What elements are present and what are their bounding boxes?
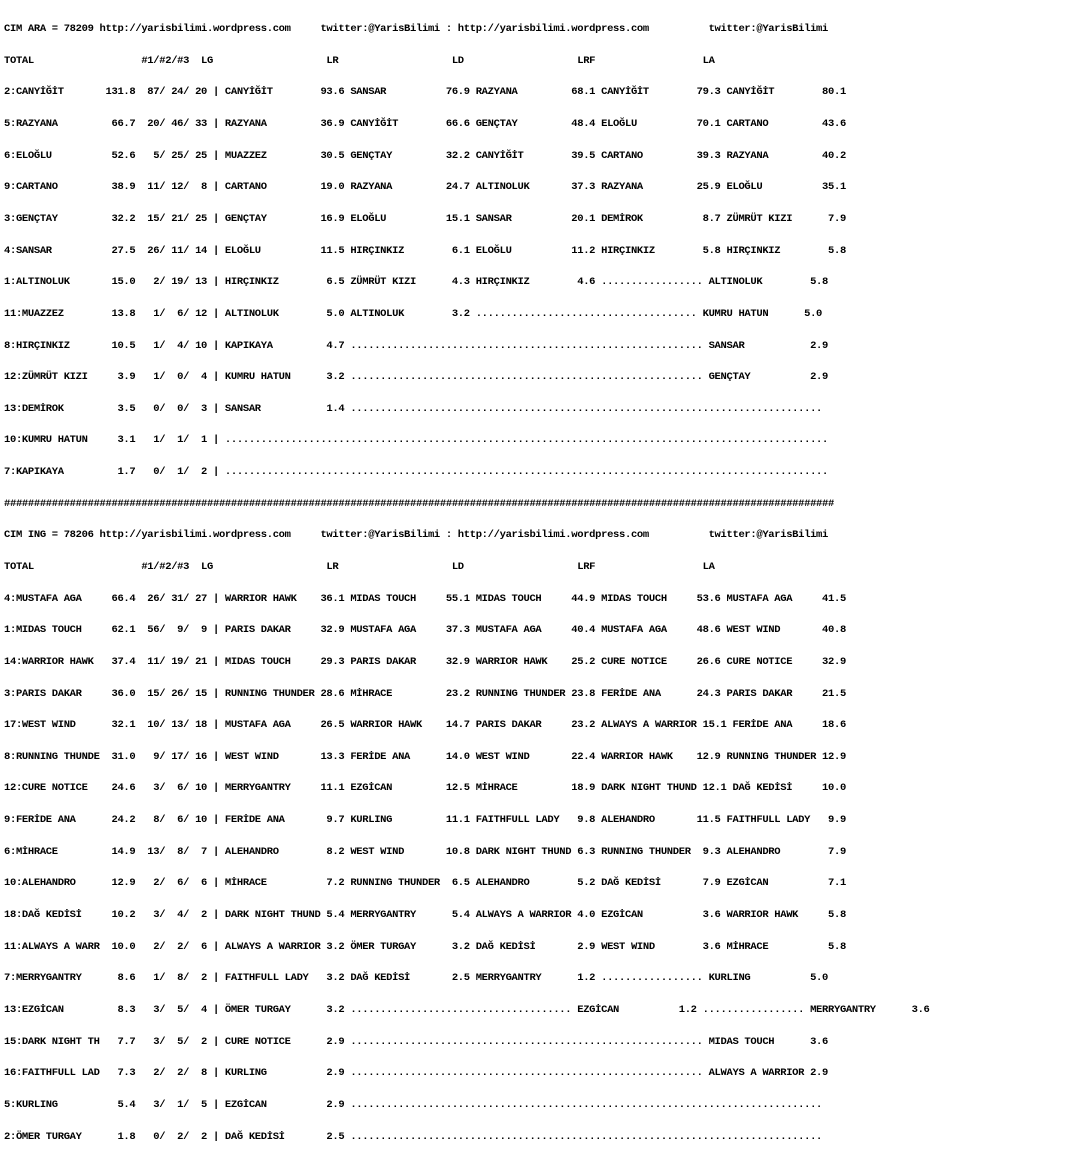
report-separator: ########################################################################################################################################### xyxy=(4,497,834,510)
report-line-ara-row: 13:DEMİROK 3.5 0/ 0/ 3 | SANSAR 1.4 ............................................................................... xyxy=(4,402,823,415)
report-line-ara-row: 8:HIRÇINKIZ 10.5 1/ 4/ 10 | KAPIKAYA 4.7 ........................................................... SANSAR 2.9 xyxy=(4,339,829,352)
report-line-ing-row: 10:ALEHANDRO 12.9 2/ 6/ 6 | MİHRACE 7.2 RUNNING THUNDER 6.5 ALEHANDRO 5.2 DAĞ KEDİSİ 7.9 EZGİCAN 7.1 xyxy=(4,877,846,890)
report-line-ara-row: 11:MUAZZEZ 13.8 1/ 6/ 12 | ALTINOLUK 5.0 ALTINOLUK 3.2 ..................................... KUMRU HATUN 5.0 xyxy=(4,307,823,320)
report-line-ing-row: 6:MİHRACE 14.9 13/ 8/ 7 | ALEHANDRO 8.2 WEST WIND 10.8 DARK NIGHT THUND 6.3 RUNNING THUNDER 9.3 ALEHANDRO 7.9 xyxy=(4,845,846,858)
report-line-ara-row: 3:GENÇTAY 32.2 15/ 21/ 25 | GENÇTAY 16.9 ELOĞLU 15.1 SANSAR 20.1 DEMİROK 8.7 ZÜMRÜT KIZI 7.9 xyxy=(4,212,846,225)
report-line-ara-row: 10:KUMRU HATUN 3.1 1/ 1/ 1 | ..................................................................................................... xyxy=(4,434,829,447)
report-line-ing-row: 5:KURLING 5.4 3/ 1/ 5 | EZGİCAN 2.9 ............................................................................... xyxy=(4,1098,823,1111)
report-line-ara-row: 7:KAPIKAYA 1.7 0/ 1/ 2 | ..................................................................................................... xyxy=(4,466,829,479)
report-line-ing-row: 16:FAITHFULL LAD 7.3 2/ 2/ 8 | KURLING 2.9 ........................................................... ALWAYS A WARRIOR 2.9 xyxy=(4,1067,829,1080)
report-line-ing-row: 3:PARIS DAKAR 36.0 15/ 26/ 15 | RUNNING THUNDER 28.6 MİHRACE 23.2 RUNNING THUNDER 23.8 FERİDE ANA 24.3 PARIS DAKAR 21.5 xyxy=(4,687,846,700)
report-line-ing-row: 8:RUNNING THUNDE 31.0 9/ 17/ 16 | WEST WIND 13.3 FERİDE ANA 14.0 WEST WIND 22.4 WARRIOR HAWK 12.9 RUNNING THUNDER 12.9 xyxy=(4,750,846,763)
report-line-ing-row: 14:WARRIOR HAWK 37.4 11/ 19/ 21 | MIDAS TOUCH 29.3 PARIS DAKAR 32.9 WARRIOR HAWK 25.2 CURE NOTICE 26.6 CURE NOTICE 32.9 xyxy=(4,655,846,668)
report-line-ing-row: 2:ÖMER TURGAY 1.8 0/ 2/ 2 | DAĞ KEDİSİ 2.5 ............................................................................... xyxy=(4,1130,823,1143)
report-line-ara-row: 1:ALTINOLUK 15.0 2/ 19/ 13 | HIRÇINKIZ 6.5 ZÜMRÜT KIZI 4.3 HIRÇINKIZ 4.6 ................. ALTINOLUK 5.8 xyxy=(4,276,829,289)
report-line-ing-row: 17:WEST WIND 32.1 10/ 13/ 18 | MUSTAFA AGA 26.5 WARRIOR HAWK 14.7 PARIS DAKAR 23.2 ALWAYS A WARRIOR 15.1 FERİDE ANA 18.6 xyxy=(4,719,846,732)
report-line-ing-row: 7:MERRYGANTRY 8.6 1/ 8/ 2 | FAITHFULL LADY 3.2 DAĞ KEDİSİ 2.5 MERRYGANTRY 1.2 ................. KURLING 5.0 xyxy=(4,972,829,985)
report-line-ara-row: 9:CARTANO 38.9 11/ 12/ 8 | CARTANO 19.0 RAZYANA 24.7 ALTINOLUK 37.3 RAZYANA 25.9 ELOĞLU 35.1 xyxy=(4,181,846,194)
report-line-ara-header: CIM ARA = 78209 http://yarisbilimi.wordpress.com twitter:@YarisBilimi : http://yarisbilimi.wordpress.com twitter:@YarisBilimi xyxy=(4,23,829,36)
report-line-ing-row: 4:MUSTAFA AGA 66.4 26/ 31/ 27 | WARRIOR HAWK 36.1 MIDAS TOUCH 55.1 MIDAS TOUCH 44.9 MIDAS TOUCH 53.6 MUSTAFA AGA 41.5 xyxy=(4,592,846,605)
report-line-ara-row: 6:ELOĞLU 52.6 5/ 25/ 25 | MUAZZEZ 30.5 GENÇTAY 32.2 CANYİĞİT 39.5 CARTANO 39.3 RAZYANA 40.2 xyxy=(4,149,846,162)
report-line-ara-columns: TOTAL #1/#2/#3 LG LR LD LRF LA xyxy=(4,54,715,67)
report-line-ing-row: 12:CURE NOTICE 24.6 3/ 6/ 10 | MERRYGANTRY 11.1 EZGİCAN 12.5 MİHRACE 18.9 DARK NIGHT THUND 12.1 DAĞ KEDİSİ 10.0 xyxy=(4,782,846,795)
report-line-ara-row: 12:ZÜMRÜT KIZI 3.9 1/ 0/ 4 | KUMRU HATUN 3.2 ........................................................... GENÇTAY 2.9 xyxy=(4,371,829,384)
report-line-ing-columns: TOTAL #1/#2/#3 LG LR LD LRF LA xyxy=(4,560,715,573)
report-line-ing-row: 1:MIDAS TOUCH 62.1 56/ 9/ 9 | PARIS DAKAR 32.9 MUSTAFA AGA 37.3 MUSTAFA AGA 40.4 MUSTAFA AGA 48.6 WEST WIND 40.8 xyxy=(4,624,846,637)
report-line-ing-header: CIM ING = 78206 http://yarisbilimi.wordpress.com twitter:@YarisBilimi : http://yarisbilimi.wordpress.com twitter:@YarisBilimi xyxy=(4,529,829,542)
report-line-ara-row: 4:SANSAR 27.5 26/ 11/ 14 | ELOĞLU 11.5 HIRÇINKIZ 6.1 ELOĞLU 11.2 HIRÇINKIZ 5.8 HIRÇINKIZ 5.8 xyxy=(4,244,846,257)
report-line-ing-row: 13:EZGİCAN 8.3 3/ 5/ 4 | ÖMER TURGAY 3.2 ..................................... EZGİCAN 1.2 ................. MERRYGANTRY 3.6 xyxy=(4,1003,930,1016)
report-line-ara-row: 2:CANYİĞİT 131.8 87/ 24/ 20 | CANYİĞİT 93.6 SANSAR 76.9 RAZYANA 68.1 CANYİĞİT 79.3 CANYİĞİT 80.1 xyxy=(4,86,846,99)
report-line-ing-row: 9:FERİDE ANA 24.2 8/ 6/ 10 | FERİDE ANA 9.7 KURLING 11.1 FAITHFULL LADY 9.8 ALEHANDRO 11.5 FAITHFULL LADY 9.9 xyxy=(4,814,846,827)
report-line-ing-row: 15:DARK NIGHT TH 7.7 3/ 5/ 2 | CURE NOTICE 2.9 ........................................................... MIDAS TOUCH 3.6 xyxy=(4,1035,829,1048)
report-line-ara-row: 5:RAZYANA 66.7 20/ 46/ 33 | RAZYANA 36.9 CANYİĞİT 66.6 GENÇTAY 48.4 ELOĞLU 70.1 CARTANO 43.6 xyxy=(4,118,846,131)
report-line-ing-row: 11:ALWAYS A WARR 10.0 2/ 2/ 6 | ALWAYS A WARRIOR 3.2 ÖMER TURGAY 3.2 DAĞ KEDİSİ 2.9 WEST WIND 3.6 MİHRACE 5.8 xyxy=(4,940,846,953)
report-line-ing-row: 18:DAĞ KEDİSİ 10.2 3/ 4/ 2 | DARK NIGHT THUND 5.4 MERRYGANTRY 5.4 ALWAYS A WARRIOR 4.0 EZGİCAN 3.6 WARRIOR HAWK 5.8 xyxy=(4,909,846,922)
